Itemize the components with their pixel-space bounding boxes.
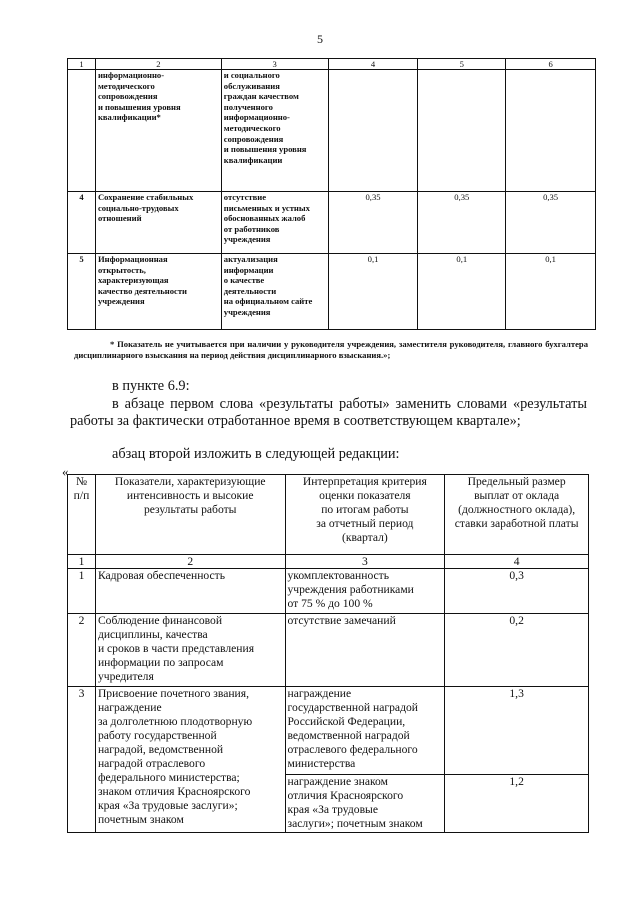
row-number: 3 — [68, 687, 96, 833]
value-cell: 0,35 — [506, 192, 596, 254]
header-limit: Предельный размер выплат от оклада (должностного оклада), ставки заработной платы — [445, 475, 589, 555]
header-number: № п/п — [68, 475, 96, 555]
column-number: 3 — [285, 555, 445, 569]
table-row — [68, 254, 596, 330]
row-number: 1 — [68, 569, 96, 614]
column-number: 6 — [506, 59, 596, 70]
numbering-row — [68, 555, 589, 569]
value-cell: 0,35 — [418, 192, 506, 254]
indicators-table-continued — [67, 58, 596, 330]
row-number — [68, 70, 96, 192]
indicator-cell: Присвоение почетного звания, награждение за долголетнюю плодотворную работу государственной наградой, ведомственной наградой отраслевого федерального министерства; знаком отличия Красноярского края «За трудовые заслуги»; почетным знаком — [95, 687, 285, 833]
column-number: 2 — [95, 555, 285, 569]
column-number: 1 — [68, 59, 96, 70]
amendment-paragraph: абзац второй изложить в следующей редакции: — [112, 446, 400, 462]
table-header-row — [68, 475, 589, 555]
opening-quote: « — [62, 464, 69, 479]
indicator-cell: информационно- методического сопровождения и повышения уровня квалификации* — [95, 70, 221, 192]
header-interpretation: Интерпретация критерия оценки показателя по итогам работы за отчетный период (квартал) — [285, 475, 445, 555]
value-cell: 1,2 — [445, 775, 589, 833]
interpretation-cell: отсутствие замечаний — [285, 614, 445, 687]
table-row — [68, 192, 596, 254]
column-number: 4 — [445, 555, 589, 569]
page-number: 5 — [317, 32, 323, 46]
value-cell: 0,35 — [328, 192, 418, 254]
interpretation-cell: награждение государственной наградой Российской Федерации, ведомственной наградой отраслевого федерального министерства — [285, 687, 445, 775]
interpretation-cell: отсутствие письменных и устных обоснованных жалоб от работников учреждения — [221, 192, 328, 254]
interpretation-cell: укомплектованность учреждения работниками от 75 % до 100 % — [285, 569, 445, 614]
column-number: 2 — [95, 59, 221, 70]
table-header-row — [68, 59, 596, 70]
indicator-cell: Соблюдение финансовой дисциплины, качества и сроков в части представления информации по запросам учредителя — [95, 614, 285, 687]
column-number: 1 — [68, 555, 96, 569]
value-cell: 0,1 — [506, 254, 596, 330]
indicator-cell: Информационная открытость, характеризующая качество деятельности учреждения — [95, 254, 221, 330]
value-cell — [418, 70, 506, 192]
interpretation-cell: актуализация информации о качестве деятельности на официальном сайте учреждения — [221, 254, 328, 330]
column-number: 5 — [418, 59, 506, 70]
row-number: 5 — [68, 254, 96, 330]
value-cell: 0,3 — [445, 569, 589, 614]
table-row — [68, 569, 589, 614]
column-number: 4 — [328, 59, 418, 70]
table-row — [68, 70, 596, 192]
value-cell: 0,1 — [418, 254, 506, 330]
table-row — [68, 614, 589, 687]
interpretation-cell: и социального обслуживания граждан качеством полученного информационно- методического сопровождения и повышения уровня квалификации — [221, 70, 328, 192]
value-cell: 0,1 — [328, 254, 418, 330]
interpretation-cell: награждение знаком отличия Красноярского края «За трудовые заслуги»; почетным знаком — [285, 775, 445, 833]
indicator-cell: Сохранение стабильных социально-трудовых отношений — [95, 192, 221, 254]
value-cell — [328, 70, 418, 192]
column-number: 3 — [221, 59, 328, 70]
row-number: 4 — [68, 192, 96, 254]
amendment-paragraph: в пункте 6.9: — [112, 378, 190, 394]
amendment-paragraph: в абзаце первом слова «результаты работы» заменить словами «результаты работы за фактически отработанное время в соответствующем квартале»; — [70, 396, 587, 429]
row-number: 2 — [68, 614, 96, 687]
value-cell — [506, 70, 596, 192]
header-indicator: Показатели, характеризующие интенсивность и высокие результаты работы — [95, 475, 285, 555]
value-cell: 0,2 — [445, 614, 589, 687]
indicator-cell: Кадровая обеспеченность — [95, 569, 285, 614]
value-cell: 1,3 — [445, 687, 589, 775]
payment-criteria-table — [67, 474, 589, 833]
table-row — [68, 687, 589, 775]
footnote: * Показатель не учитывается при наличии у руководителя учреждения, заместителя руководителя, главного бухгалтера дисциплинарного взыскания на период действия дисциплинарного взыскания.»; — [74, 339, 588, 360]
